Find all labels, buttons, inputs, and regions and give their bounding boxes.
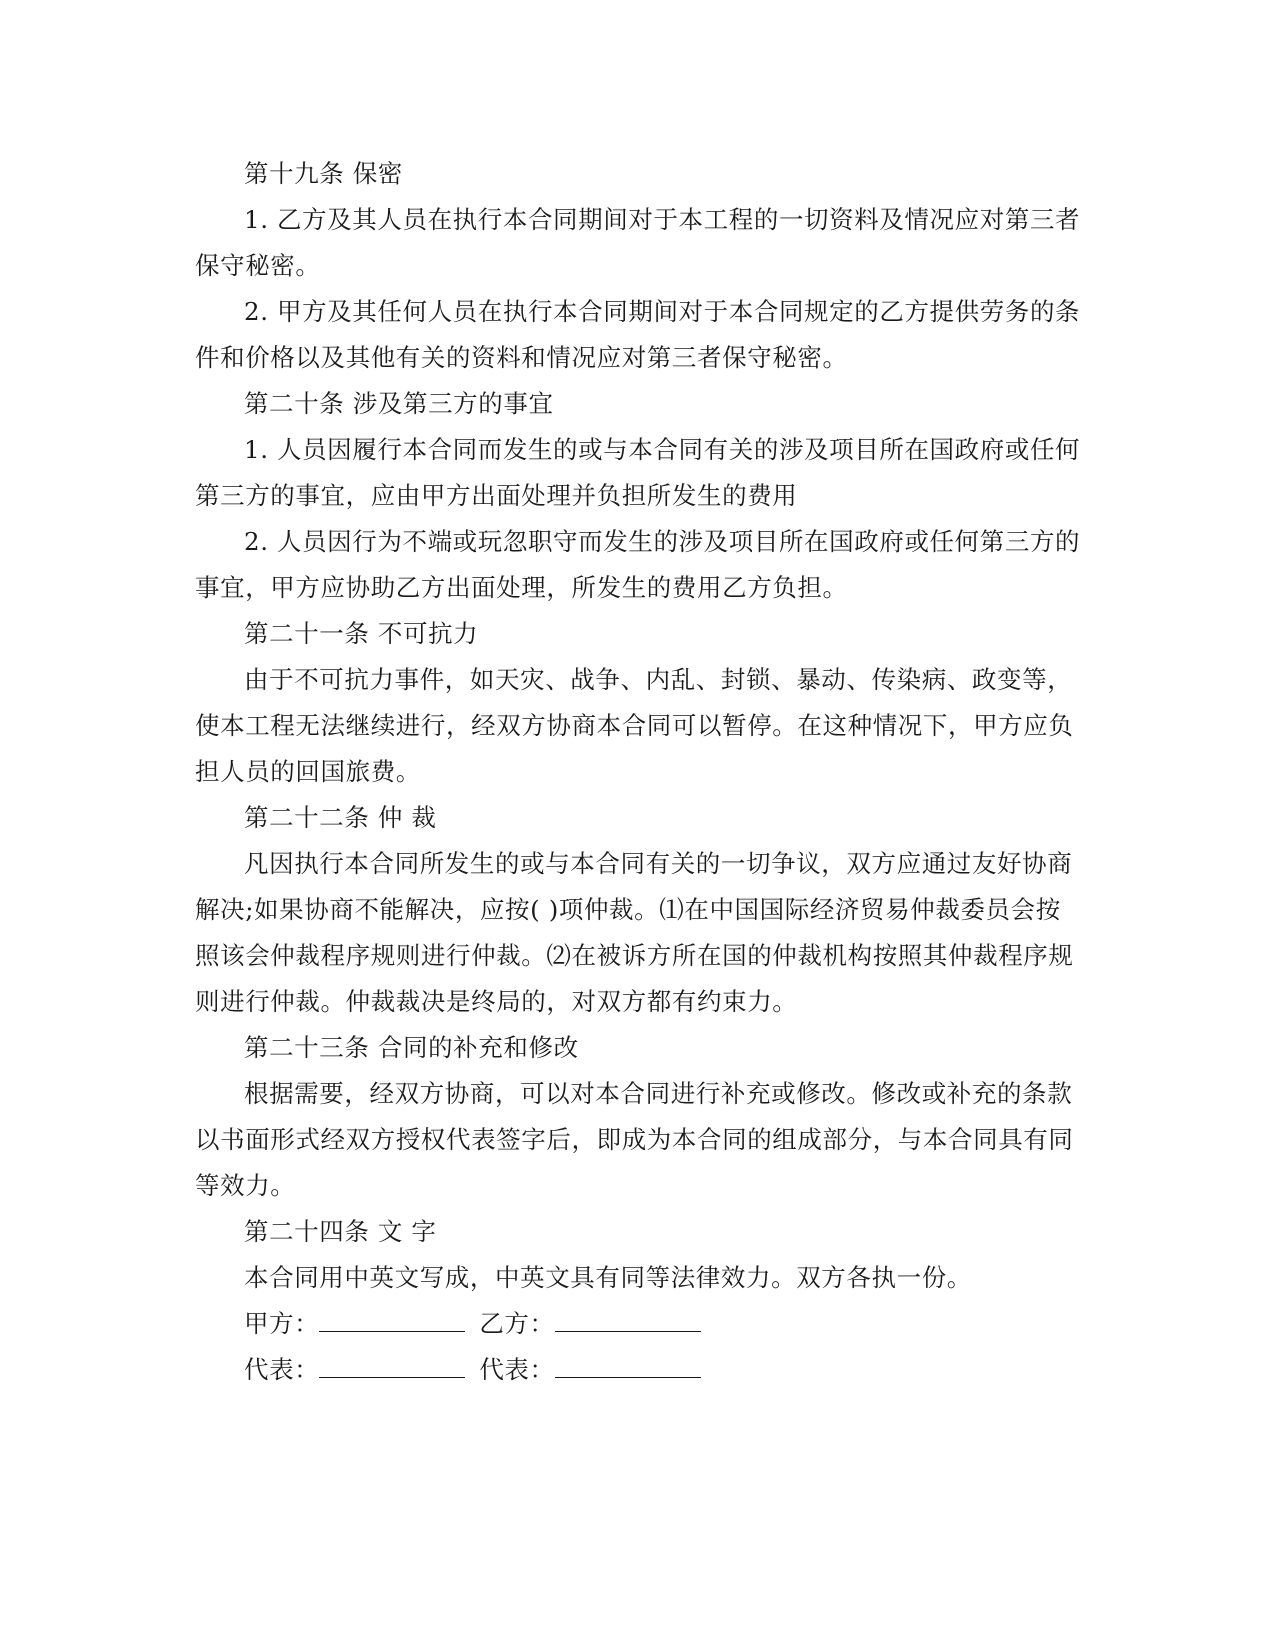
article-19-para-1-line-2: 保守秘密。 [195,251,321,280]
article-20-para-2-line-2: 事宜，甲方应协助乙方出面处理，所发生的费用乙方负担。 [195,573,848,602]
article-23-title: 第二十三条 合同的补充和修改 [244,1033,579,1062]
article-20-para-1-line-1: 1. 人员因履行本合同而发生的或与本合同有关的涉及项目所在国政府或任何 [244,435,1081,464]
rep-a-blank [319,1351,465,1378]
party-b-blank [555,1305,701,1332]
article-20-para-1-line-2: 第三方的事宜，应由甲方出面处理并负担所发生的费用 [195,481,798,510]
article-19-para-2-line-2: 件和价格以及其他有关的资料和情况应对第三者保守秘密。 [195,343,848,372]
article-19-title: 第十九条 保密 [244,159,403,188]
rep-b-blank [555,1351,701,1378]
rep-b-label: 代表： [479,1355,555,1384]
article-23-para-line-2: 以书面形式经双方授权代表签字后，即成为本合同的组成部分，与本合同具有同 [195,1125,1074,1154]
article-23-para-line-3: 等效力。 [195,1171,296,1200]
party-a-label: 甲方： [244,1309,320,1338]
article-23-para-line-1: 根据需要，经双方协商，可以对本合同进行补充或修改。修改或补充的条款 [244,1079,1073,1108]
article-22-para-line-3: 照该会仲裁程序规则进行仲裁。⑵在被诉方所在国的仲裁机构按照其仲裁程序规 [195,941,1074,970]
article-24-title: 第二十四条 文 字 [244,1217,437,1246]
article-19-para-2-line-1: 2. 甲方及其任何人员在执行本合同期间对于本合同规定的乙方提供劳务的条 [244,297,1081,326]
article-20-title: 第二十条 涉及第三方的事宜 [244,389,554,418]
signature-row-party [195,1301,1075,1347]
article-22-para-line-4: 则进行仲裁。仲裁裁决是终局的，对双方都有约束力。 [195,987,798,1016]
party-a-blank [319,1305,465,1332]
contract-body [195,151,1081,1393]
article-22-para-line-2: 解决;如果协商不能解决，应按( )项仲裁。⑴在中国国际经济贸易仲裁委员会按 [195,895,1061,924]
article-21-para-line-3: 担人员的回国旅费。 [195,757,421,786]
rep-a-label: 代表： [244,1355,320,1384]
signature-row-representative [195,1347,1075,1393]
article-24-para-line-1: 本合同用中英文写成，中英文具有同等法律效力。双方各执一份。 [244,1263,972,1292]
article-21-para-line-2: 使本工程无法继续进行，经双方协商本合同可以暂停。在这种情况下，甲方应负 [195,711,1074,740]
article-20-para-2-line-1: 2. 人员因行为不端或玩忽职守而发生的涉及项目所在国政府或任何第三方的 [244,527,1081,556]
article-21-title: 第二十一条 不可抗力 [244,619,479,648]
article-21-para-line-1: 由于不可抗力事件，如天灾、战争、内乱、封锁、暴动、传染病、政变等， [244,665,1073,694]
article-22-title: 第二十二条 仲 裁 [244,803,437,832]
article-19-para-1-line-1: 1. 乙方及其人员在执行本合同期间对于本工程的一切资料及情况应对第三者 [244,205,1081,234]
party-b-label: 乙方： [479,1309,555,1338]
article-22-para-line-1: 凡因执行本合同所发生的或与本合同有关的一切争议，双方应通过友好协商 [244,849,1073,878]
